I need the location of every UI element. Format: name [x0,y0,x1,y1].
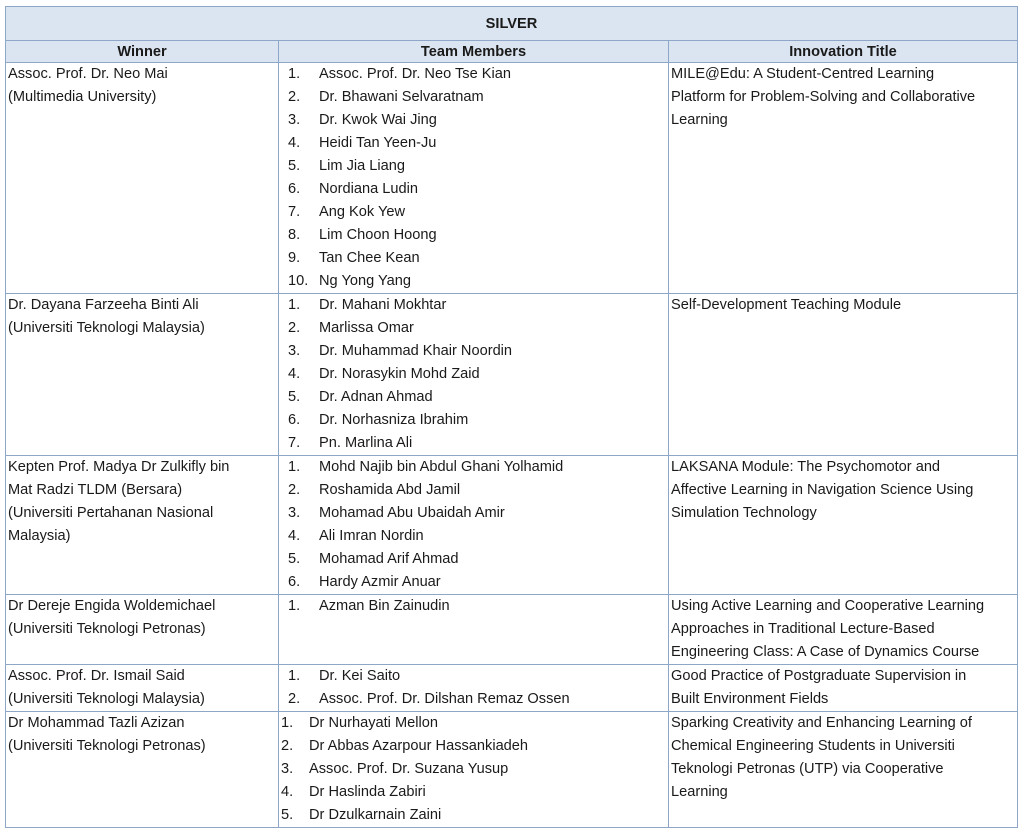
silver-award-table [5,6,1018,828]
innovation-title-line: Built Environment Fields [671,691,829,707]
winner-text-line: Assoc. Prof. Dr. Neo Mai [8,66,168,82]
member-name: Azman Bin Zainudin [319,598,450,614]
member-number: 2. [288,691,301,707]
member-name: Dr. Mahani Mokhtar [319,297,447,313]
team-member-item [279,386,668,409]
member-name: Dr. Kei Saito [319,668,401,684]
column-header-innovation-title: Innovation Title [669,41,1018,63]
table-body [6,63,1018,828]
innovation-title-cell [669,712,1018,828]
innovation-title-line: Chemical Engineering Students in Universiti [671,738,955,754]
innovation-title-line: Learning [671,112,728,128]
member-number: 1. [281,715,294,731]
winner-cell [6,665,279,712]
member-name: Mohamad Abu Ubaidah Amir [319,505,505,521]
member-name: Dr Dzulkarnain Zaini [309,807,442,823]
team-members-cell [279,665,669,712]
team-member-item [279,432,668,455]
winner-cell [6,712,279,828]
member-name: Mohd Najib bin Abdul Ghani Yolhamid [319,459,564,475]
member-number: 4. [288,366,301,382]
member-name: Dr. Bhawani Selvaratnam [319,89,484,105]
member-number: 4. [281,784,294,800]
member-name: Pn. Marlina Ali [319,435,413,451]
member-name: Ng Yong Yang [319,273,411,289]
innovation-title-line: Approaches in Traditional Lecture-Based [671,621,935,637]
winner-text-line: Kepten Prof. Madya Dr Zulkifly bin [8,459,230,475]
innovation-title-line: Teknologi Petronas (UTP) via Cooperative [671,761,944,777]
member-name: Assoc. Prof. Dr. Dilshan Remaz Ossen [319,691,570,707]
column-header-row [6,41,1018,63]
member-name: Mohamad Arif Ahmad [319,551,459,567]
team-member-item [279,224,668,247]
team-member-item [279,758,668,781]
team-members-cell [279,294,669,456]
member-name: Roshamida Abd Jamil [319,482,461,498]
team-member-item [279,712,668,735]
member-name: Ali Imran Nordin [319,528,424,544]
table-row [6,456,1018,595]
member-name: Tan Chee Kean [319,250,420,266]
table-heading: SILVER [6,7,1018,41]
team-member-item [279,294,668,317]
winner-cell [6,294,279,456]
winner-cell [6,63,279,294]
member-name: Assoc. Prof. Dr. Suzana Yusup [309,761,509,777]
member-name: Dr. Norasykin Mohd Zaid [319,366,480,382]
winner-text-line: (Universiti Teknologi Malaysia) [8,320,205,336]
team-member-item [279,86,668,109]
member-number: 1. [288,66,301,82]
innovation-title-cell [669,456,1018,595]
team-members-cell [279,712,669,828]
winner-text-line: Malaysia) [8,528,71,544]
winner-text-line: Dr Dereje Engida Woldemichael [8,598,216,614]
member-number: 4. [288,528,301,544]
team-member-item [279,502,668,525]
member-name: Dr Nurhayati Mellon [309,715,438,731]
innovation-title-line: Using Active Learning and Cooperative Learning [671,598,985,614]
team-member-item [279,735,668,758]
team-member-item [279,525,668,548]
member-number: 2. [288,320,301,336]
innovation-title-line: Learning [671,784,728,800]
member-number: 3. [288,343,301,359]
winner-text-line: (Universiti Teknologi Malaysia) [8,691,205,707]
team-member-item [279,247,668,270]
winner-text-line: (Multimedia University) [8,89,157,105]
team-member-item [279,409,668,432]
member-number: 5. [288,389,301,405]
table-row [6,294,1018,456]
member-number: 1. [288,459,301,475]
member-name: Nordiana Ludin [319,181,418,197]
innovation-title-cell [669,63,1018,294]
innovation-title-line: Engineering Class: A Case of Dynamics Course [671,644,980,660]
member-number: 3. [281,761,294,777]
innovation-title-line: LAKSANA Module: The Psychomotor and [671,459,941,475]
member-number: 1. [288,297,301,313]
team-member-item [279,201,668,224]
team-member-item [279,132,668,155]
innovation-title-line: Affective Learning in Navigation Science Using [671,482,974,498]
innovation-title-line: Good Practice of Postgraduate Supervision in [671,668,967,684]
member-number: 6. [288,181,301,197]
winner-text-line: Dr. Dayana Farzeeha Binti Ali [8,297,199,313]
member-number: 2. [288,89,301,105]
member-number: 8. [288,227,301,243]
team-member-item [279,178,668,201]
member-name: Dr Abbas Azarpour Hassankiadeh [309,738,529,754]
innovation-title-cell [669,595,1018,665]
winner-text-line: Dr Mohammad Tazli Azizan [8,715,185,731]
member-number: 6. [288,412,301,428]
member-number: 1. [288,598,301,614]
winner-cell [6,456,279,595]
member-number: 6. [288,574,301,590]
team-member-item [279,571,668,594]
innovation-title-line: Simulation Technology [671,505,817,521]
team-members-list [279,595,668,618]
member-number: 7. [288,204,301,220]
team-members-list [279,63,668,293]
innovation-title-line: Platform for Problem-Solving and Collaborative [671,89,976,105]
member-name: Ang Kok Yew [319,204,406,220]
team-members-cell [279,456,669,595]
member-name: Dr. Adnan Ahmad [319,389,433,405]
team-member-item [279,665,668,688]
team-member-item [279,688,668,711]
team-member-item [279,456,668,479]
innovation-title-cell [669,665,1018,712]
team-member-item [279,317,668,340]
winner-text-line: Mat Radzi TLDM (Bersara) [8,482,183,498]
team-member-item [279,781,668,804]
innovation-title-cell [669,294,1018,456]
member-number: 1. [288,668,301,684]
team-member-item [279,270,668,293]
team-member-item [279,340,668,363]
team-members-list [279,665,668,711]
member-number: 3. [288,505,301,521]
team-member-item [279,109,668,132]
column-header-winner: Winner [6,41,279,63]
innovation-title-line: MILE@Edu: A Student-Centred Learning [671,66,935,82]
table-row [6,63,1018,294]
member-number: 3. [288,112,301,128]
member-number: 5. [281,807,294,823]
team-member-item [279,595,668,618]
member-name: Marlissa Omar [319,320,414,336]
winner-cell [6,595,279,665]
member-number: 2. [288,482,301,498]
team-members-list [279,712,668,827]
member-name: Lim Choon Hoong [319,227,437,243]
team-members-list [279,294,668,455]
silver-award-table-wrapper [5,6,1017,828]
member-name: Dr. Norhasniza Ibrahim [319,412,469,428]
team-members-cell [279,63,669,294]
team-member-item [279,63,668,86]
member-name: Dr. Muhammad Khair Noordin [319,343,513,359]
member-number: 4. [288,135,301,151]
winner-text-line: (Universiti Teknologi Petronas) [8,621,206,637]
column-header-team-members: Team Members [279,41,669,63]
team-member-item [279,804,668,827]
team-member-item [279,548,668,571]
winner-text-line: Assoc. Prof. Dr. Ismail Said [8,668,185,684]
team-member-item [279,479,668,502]
table-title-row [6,7,1018,41]
member-number: 5. [288,551,301,567]
member-name: Lim Jia Liang [319,158,405,174]
member-number: 2. [281,738,294,754]
member-name: Heidi Tan Yeen-Ju [319,135,437,151]
winner-text-line: (Universiti Pertahanan Nasional [8,505,214,521]
team-member-item [279,155,668,178]
winner-text-line: (Universiti Teknologi Petronas) [8,738,206,754]
team-member-item [279,363,668,386]
member-name: Dr Haslinda Zabiri [309,784,426,800]
member-name: Dr. Kwok Wai Jing [319,112,437,128]
member-number: 5. [288,158,301,174]
innovation-title-line: Self-Development Teaching Module [671,297,902,313]
member-number: 10. [288,273,309,289]
innovation-title-line: Sparking Creativity and Enhancing Learning of [671,715,972,731]
member-number: 7. [288,435,301,451]
table-row [6,712,1018,828]
team-members-cell [279,595,669,665]
team-members-list [279,456,668,594]
member-number: 9. [288,250,301,266]
member-name: Hardy Azmir Anuar [319,574,441,590]
table-row [6,665,1018,712]
table-row [6,595,1018,665]
member-name: Assoc. Prof. Dr. Neo Tse Kian [319,66,511,82]
